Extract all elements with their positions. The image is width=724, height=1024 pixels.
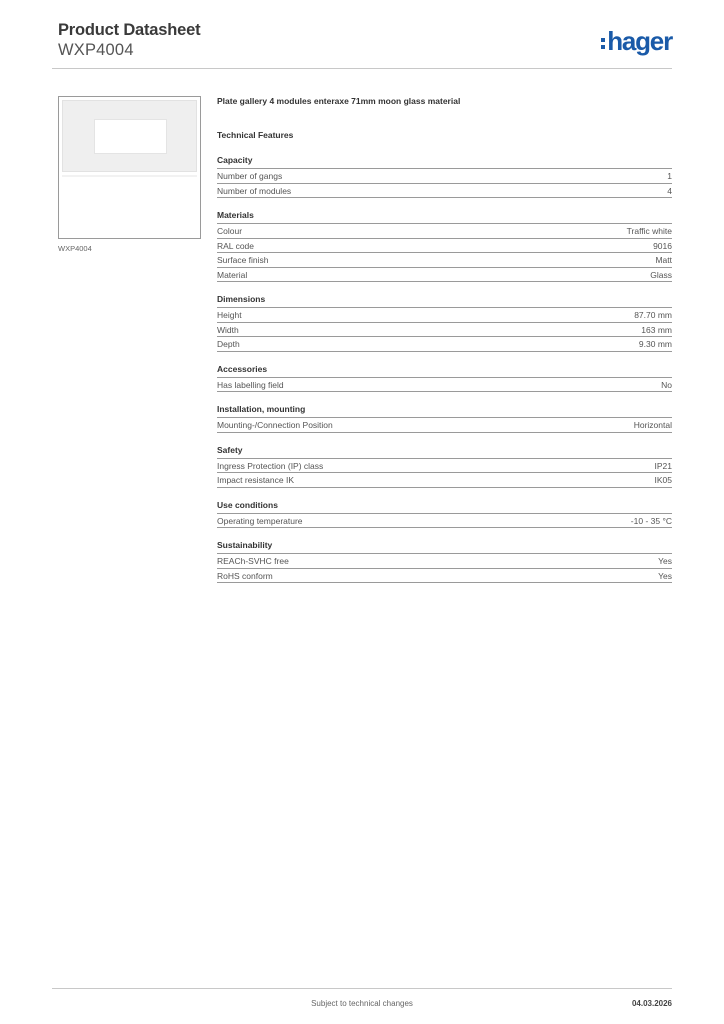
spec-row <box>217 323 672 338</box>
product-code: WXP4004 <box>58 41 134 59</box>
spec-row <box>217 378 672 393</box>
spec-value: Matt <box>655 255 672 265</box>
spec-label: Width <box>217 324 239 335</box>
spec-label: REACh-SVHC free <box>217 556 289 566</box>
spec-label: Number of modules <box>217 185 292 196</box>
plate-illustration <box>62 100 197 172</box>
spec-label: Colour <box>217 226 243 236</box>
section-title: Safety <box>217 445 672 459</box>
spec-value: Glass <box>650 269 672 280</box>
spec-value: Horizontal <box>633 420 672 430</box>
section-title: Use conditions <box>217 500 672 514</box>
spec-value: IP21 <box>654 460 672 471</box>
spec-row <box>217 418 672 433</box>
spec-label: RAL code <box>217 240 255 251</box>
section-use-conditions <box>217 500 672 529</box>
footer-divider <box>52 988 672 989</box>
product-image <box>58 96 201 239</box>
spec-value: Traffic white <box>626 226 672 236</box>
spec-row <box>217 473 672 488</box>
section-title: Installation, mounting <box>217 404 672 418</box>
footer-date: 04.03.2026 <box>631 999 672 1008</box>
spec-value: 1 <box>667 171 672 181</box>
spec-label: Mounting-/Connection Position <box>217 420 333 430</box>
hager-logo <box>601 28 672 54</box>
spec-row <box>217 253 672 268</box>
spec-value: 4 <box>667 185 672 196</box>
product-description: Plate gallery 4 modules enteraxe 71mm moon glass material <box>217 96 461 106</box>
spec-row <box>217 169 672 184</box>
spec-value: Yes <box>658 570 672 581</box>
section-accessories <box>217 364 672 393</box>
spec-row <box>217 554 672 569</box>
section-title: Capacity <box>217 155 672 169</box>
section-safety <box>217 445 672 488</box>
spec-value: 9016 <box>653 240 672 251</box>
section-capacity <box>217 155 672 198</box>
section-sustainability <box>217 540 672 583</box>
datasheet-content <box>217 95 672 583</box>
spec-row <box>217 184 672 199</box>
logo-colon-icon <box>601 38 605 49</box>
spec-value: No <box>661 379 672 390</box>
spec-label: Depth <box>217 339 240 349</box>
spec-label: Operating temperature <box>217 515 303 526</box>
plate-shadow <box>62 175 197 177</box>
footer-note: Subject to technical changes <box>311 999 413 1008</box>
spec-row <box>217 224 672 239</box>
section-title: Dimensions <box>217 294 672 308</box>
section-title: Accessories <box>217 364 672 378</box>
technical-features-heading: Technical Features <box>217 130 294 140</box>
section-dimensions <box>217 294 672 352</box>
spec-row <box>217 308 672 323</box>
section-materials <box>217 210 672 282</box>
spec-row <box>217 337 672 352</box>
spec-label: Impact resistance IK <box>217 475 295 485</box>
spec-row <box>217 514 672 529</box>
spec-row <box>217 239 672 254</box>
page-header <box>58 20 672 70</box>
plate-module-opening <box>94 119 167 154</box>
spec-row <box>217 268 672 283</box>
spec-value: 9.30 mm <box>638 339 672 349</box>
image-caption: WXP4004 <box>58 244 92 253</box>
header-divider <box>52 68 672 69</box>
spec-label: Ingress Protection (IP) class <box>217 460 324 471</box>
section-installation-mounting <box>217 404 672 433</box>
spec-label: Number of gangs <box>217 171 283 181</box>
spec-label: Has labelling field <box>217 379 284 390</box>
spec-value: 87.70 mm <box>634 310 672 320</box>
spec-value: -10 - 35 °C <box>630 515 672 526</box>
spec-value: IK05 <box>654 475 672 485</box>
spec-row <box>217 569 672 584</box>
spec-value: Yes <box>658 556 672 566</box>
spec-label: Surface finish <box>217 255 269 265</box>
spec-value: 163 mm <box>641 324 672 335</box>
section-title: Sustainability <box>217 540 672 554</box>
feature-sections <box>217 155 672 583</box>
logo-wordmark: hager <box>607 26 672 56</box>
spec-label: Height <box>217 310 242 320</box>
spec-label: Material <box>217 269 248 280</box>
document-title: Product Datasheet <box>58 21 201 39</box>
section-title: Materials <box>217 210 672 224</box>
spec-label: RoHS conform <box>217 570 273 581</box>
spec-row <box>217 459 672 474</box>
